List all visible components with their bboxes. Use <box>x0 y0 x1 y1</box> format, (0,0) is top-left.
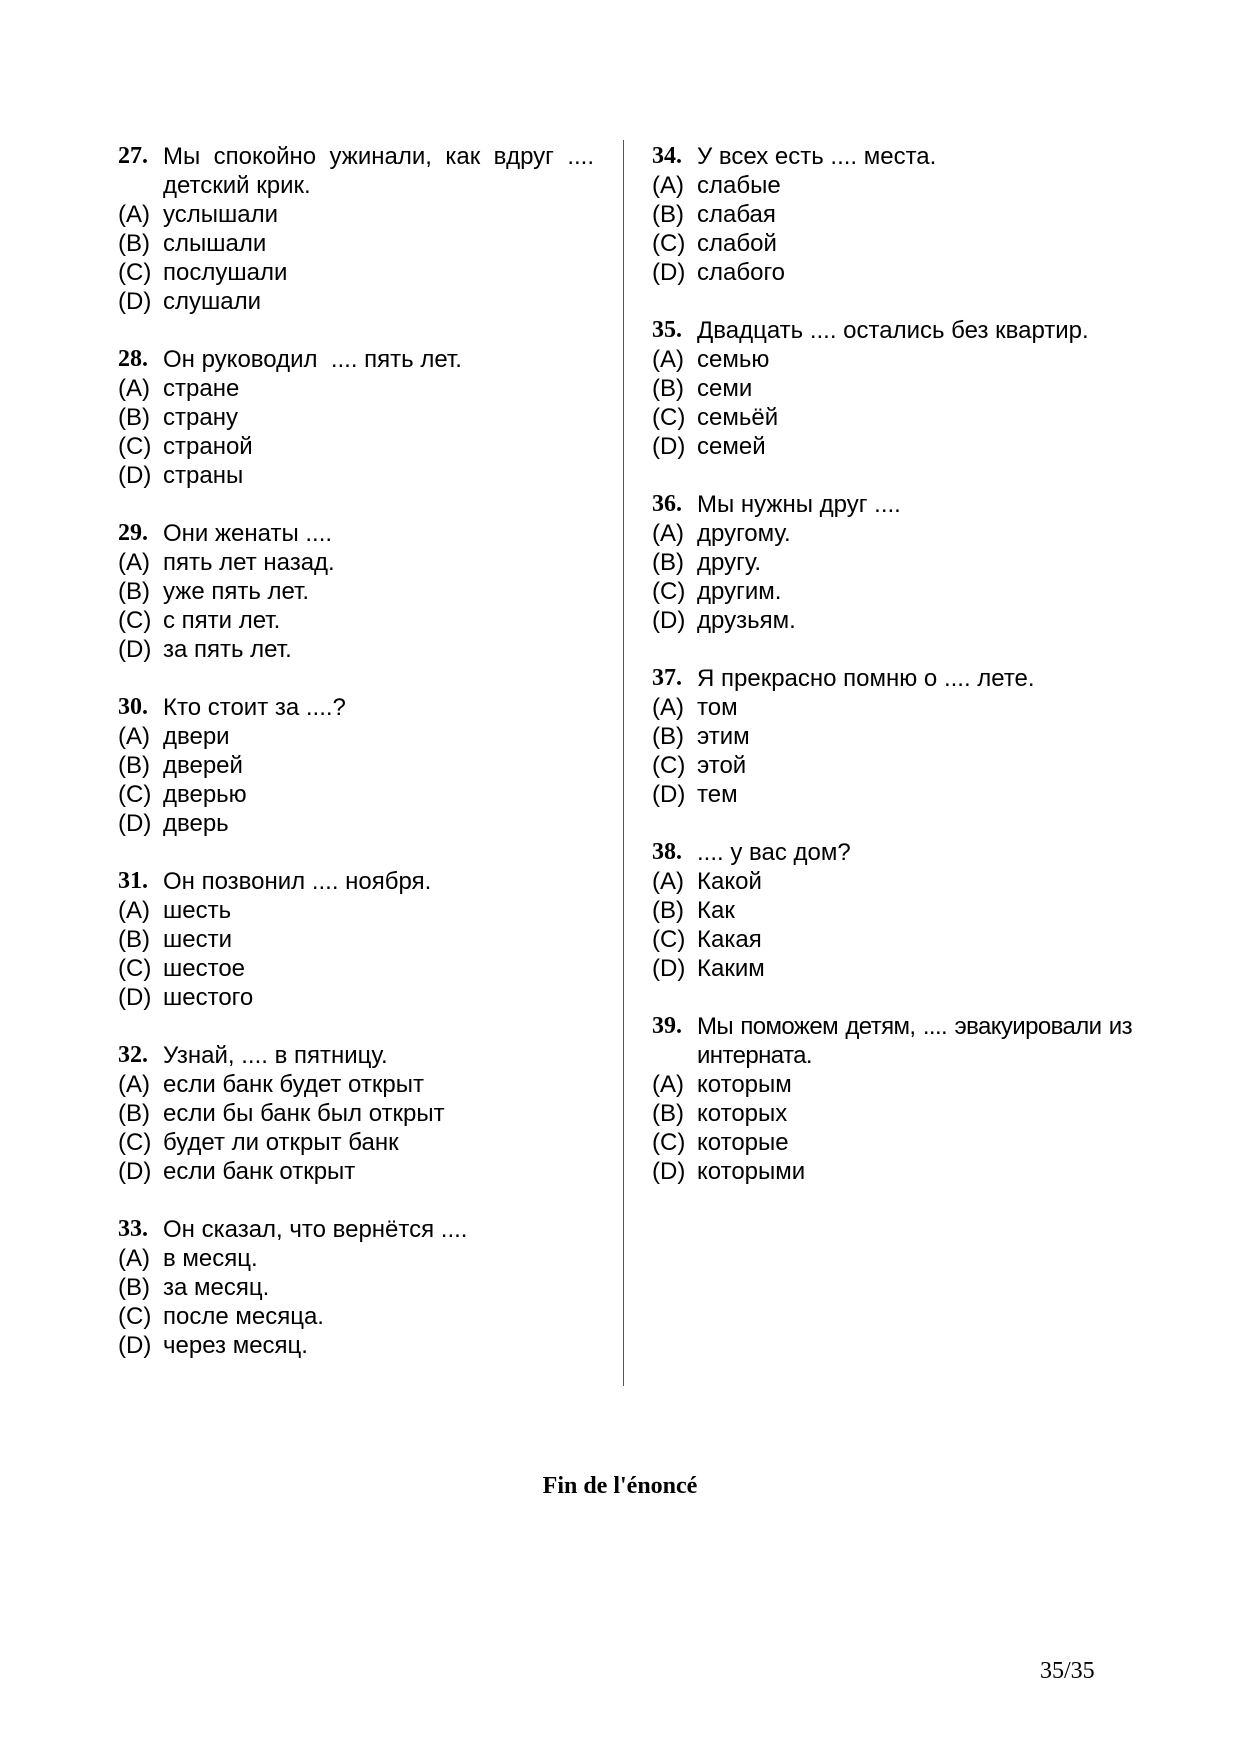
question-number: 33. <box>118 1216 148 1242</box>
option-text: страной <box>163 433 253 460</box>
answer-option <box>652 693 1132 722</box>
answer-option <box>652 374 1132 403</box>
option-text: семью <box>697 346 770 373</box>
option-text: слабой <box>697 230 777 257</box>
answer-option <box>118 374 594 403</box>
answer-option <box>652 896 1132 925</box>
option-letter: (A) <box>118 1071 150 1098</box>
option-letter: (A) <box>652 520 684 547</box>
option-text: в месяц. <box>163 1245 258 1272</box>
answer-option <box>652 432 1132 461</box>
option-letter: (A) <box>118 1245 150 1272</box>
option-letter: (D) <box>652 607 686 634</box>
question-34 <box>652 142 1132 287</box>
option-text: другому. <box>697 520 791 547</box>
question-text: Я прекрасно помню о .... лете. <box>697 665 1035 692</box>
option-text: дверью <box>163 781 247 808</box>
option-letter: (A) <box>652 694 684 721</box>
answer-option <box>652 403 1132 432</box>
end-of-exam-title: Fin de l'énoncé <box>542 1473 698 1499</box>
option-letter: (C) <box>652 230 686 257</box>
answer-option <box>652 1070 1132 1099</box>
answer-option <box>118 1244 594 1273</box>
option-letter: (A) <box>118 201 150 228</box>
answer-option <box>652 1099 1132 1128</box>
question-31 <box>118 867 594 1012</box>
option-letter: (C) <box>652 1129 686 1156</box>
question-text: Узнай, .... в пятницу. <box>163 1042 388 1069</box>
question-text: Они женаты .... <box>163 520 333 547</box>
right-question-column <box>652 142 1132 1215</box>
option-text: за месяц. <box>163 1274 270 1301</box>
question-text: Он позвонил .... ноября. <box>163 868 432 895</box>
option-letter: (C) <box>118 607 152 634</box>
question-number: 34. <box>652 143 682 169</box>
option-letter: (C) <box>118 781 152 808</box>
answer-option <box>118 1128 594 1157</box>
question-text: Мы спокойно ужинали, как вдруг .... детский крик. <box>163 143 594 199</box>
option-letter: (A) <box>118 375 150 402</box>
option-text: двери <box>163 723 230 750</box>
answer-option <box>118 1302 594 1331</box>
option-text: стране <box>163 375 240 402</box>
answer-option <box>652 519 1132 548</box>
option-text: слабые <box>697 172 781 199</box>
option-letter: (D) <box>652 955 686 982</box>
option-letter: (A) <box>652 346 684 373</box>
answer-option <box>652 606 1132 635</box>
option-letter: (B) <box>652 375 684 402</box>
answer-option <box>118 1070 594 1099</box>
question-number: 38. <box>652 839 682 865</box>
option-letter: (D) <box>652 1158 686 1185</box>
question-number: 30. <box>118 694 148 720</box>
question-39 <box>652 1012 1132 1186</box>
option-letter: (A) <box>652 868 684 895</box>
option-letter: (C) <box>652 926 686 953</box>
question-number: 31. <box>118 868 148 894</box>
option-letter: (C) <box>118 955 152 982</box>
option-letter: (A) <box>118 723 150 750</box>
option-text: том <box>697 694 738 721</box>
answer-option <box>118 403 594 432</box>
question-number: 29. <box>118 520 148 546</box>
option-letter: (B) <box>118 578 150 605</box>
option-letter: (B) <box>118 230 150 257</box>
question-29 <box>118 519 594 664</box>
question-text: .... у вас дом? <box>697 839 851 866</box>
answer-option <box>118 809 594 838</box>
question-33 <box>118 1215 594 1360</box>
option-letter: (C) <box>652 578 686 605</box>
answer-option <box>652 722 1132 751</box>
option-text: послушали <box>163 259 288 286</box>
answer-option <box>652 954 1132 983</box>
option-text: Какой <box>697 868 762 895</box>
option-letter: (B) <box>652 723 684 750</box>
option-text: пять лет назад. <box>163 549 335 576</box>
option-letter: (A) <box>118 549 150 576</box>
option-text: страны <box>163 462 244 489</box>
answer-option <box>118 751 594 780</box>
answer-option <box>652 345 1132 374</box>
answer-option <box>118 200 594 229</box>
option-text: этой <box>697 752 747 779</box>
question-38 <box>652 838 1132 983</box>
option-text: семей <box>697 433 766 460</box>
question-number: 35. <box>652 317 682 343</box>
option-letter: (C) <box>118 1303 152 1330</box>
answer-option <box>118 983 594 1012</box>
answer-option <box>652 780 1132 809</box>
option-letter: (B) <box>652 201 684 228</box>
question-text: Он сказал, что вернётся .... <box>163 1216 468 1243</box>
option-text: слабого <box>697 259 786 286</box>
option-text: шесть <box>163 897 232 924</box>
option-text: за пять лет. <box>163 636 292 663</box>
question-28 <box>118 345 594 490</box>
option-letter: (D) <box>118 984 152 1011</box>
option-text: уже пять лет. <box>163 578 310 605</box>
option-text: семи <box>697 375 753 402</box>
option-text: услышали <box>163 201 278 228</box>
answer-option <box>652 258 1132 287</box>
question-number: 32. <box>118 1042 148 1068</box>
option-letter: (A) <box>118 897 150 924</box>
option-text: слышали <box>163 230 267 257</box>
option-text: шести <box>163 926 232 953</box>
option-letter: (D) <box>118 288 152 315</box>
option-text: если банк открыт <box>163 1158 356 1185</box>
answer-option <box>118 1331 594 1360</box>
answer-option <box>652 1157 1132 1186</box>
question-30 <box>118 693 594 838</box>
answer-option <box>118 1099 594 1128</box>
option-text: страну <box>163 404 238 431</box>
answer-option <box>118 896 594 925</box>
option-letter: (C) <box>118 433 152 460</box>
answer-option <box>118 548 594 577</box>
option-letter: (B) <box>652 1100 684 1127</box>
option-letter: (B) <box>652 549 684 576</box>
option-text: через месяц. <box>163 1332 308 1359</box>
option-letter: (D) <box>652 259 686 286</box>
answer-option <box>652 751 1132 780</box>
answer-option <box>118 461 594 490</box>
option-letter: (C) <box>118 259 152 286</box>
column-divider <box>623 140 624 1386</box>
answer-option <box>652 548 1132 577</box>
option-text: друзьям. <box>697 607 796 634</box>
question-27 <box>118 142 594 316</box>
option-text: если банк будет открыт <box>163 1071 424 1098</box>
answer-option <box>652 577 1132 606</box>
question-number: 27. <box>118 143 148 169</box>
option-letter: (B) <box>118 1274 150 1301</box>
option-letter: (D) <box>118 636 152 663</box>
question-number: 36. <box>652 491 682 517</box>
option-letter: (D) <box>118 810 152 837</box>
option-letter: (D) <box>652 433 686 460</box>
answer-option <box>118 1273 594 1302</box>
answer-option <box>118 258 594 287</box>
option-text: Каким <box>697 955 765 982</box>
option-text: будет ли открыт банк <box>163 1129 399 1156</box>
option-letter: (D) <box>652 781 686 808</box>
answer-option <box>652 925 1132 954</box>
option-text: которым <box>697 1071 792 1098</box>
page-number: 35/35 <box>1040 1658 1095 1684</box>
question-text: Он руководил .... пять лет. <box>163 346 462 373</box>
answer-option <box>652 171 1132 200</box>
option-text: слушали <box>163 288 262 315</box>
option-text: тем <box>697 781 738 808</box>
question-number: 28. <box>118 346 148 372</box>
question-text: У всех есть .... места. <box>697 143 937 170</box>
answer-option <box>118 1157 594 1186</box>
question-37 <box>652 664 1132 809</box>
option-letter: (B) <box>118 1100 150 1127</box>
option-text: этим <box>697 723 750 750</box>
answer-option <box>652 1128 1132 1157</box>
answer-option <box>652 867 1132 896</box>
option-text: если бы банк был открыт <box>163 1100 445 1127</box>
question-35 <box>652 316 1132 461</box>
answer-option <box>118 606 594 635</box>
question-text: Двадцать .... остались без квартир. <box>697 317 1089 344</box>
question-number: 39. <box>652 1013 682 1039</box>
option-text: семьёй <box>697 404 779 431</box>
option-text: дверей <box>163 752 243 779</box>
answer-option <box>118 577 594 606</box>
question-36 <box>652 490 1132 635</box>
option-letter: (B) <box>652 897 684 924</box>
option-letter: (B) <box>118 752 150 779</box>
option-text: с пяти лет. <box>163 607 281 634</box>
question-text: Мы нужны друг .... <box>697 491 901 518</box>
option-letter: (A) <box>652 172 684 199</box>
answer-option <box>118 635 594 664</box>
answer-option <box>652 229 1132 258</box>
answer-option <box>118 925 594 954</box>
option-text: слабая <box>697 201 776 228</box>
option-text: другим. <box>697 578 782 605</box>
option-letter: (D) <box>118 462 152 489</box>
question-32 <box>118 1041 594 1186</box>
option-text: другу. <box>697 549 762 576</box>
left-question-column <box>118 142 594 1389</box>
answer-option <box>118 287 594 316</box>
option-letter: (A) <box>652 1071 684 1098</box>
answer-option <box>652 200 1132 229</box>
option-letter: (D) <box>118 1332 152 1359</box>
option-text: шестого <box>163 984 254 1011</box>
option-text: дверь <box>163 810 229 837</box>
option-letter: (B) <box>118 404 150 431</box>
answer-option <box>118 954 594 983</box>
option-letter: (B) <box>118 926 150 953</box>
option-text: которых <box>697 1100 788 1127</box>
option-text: Как <box>697 897 735 924</box>
option-text: шестое <box>163 955 246 982</box>
option-letter: (C) <box>652 404 686 431</box>
option-text: Какая <box>697 926 762 953</box>
answer-option <box>118 229 594 258</box>
option-letter: (C) <box>118 1129 152 1156</box>
option-letter: (C) <box>652 752 686 779</box>
question-text: Мы поможем детям, .... эвакуировали из интерната. <box>697 1013 1132 1069</box>
question-text: Кто стоит за ....? <box>163 694 346 721</box>
option-text: которыми <box>697 1158 806 1185</box>
question-number: 37. <box>652 665 682 691</box>
option-text: которые <box>697 1129 789 1156</box>
answer-option <box>118 722 594 751</box>
option-letter: (D) <box>118 1158 152 1185</box>
answer-option <box>118 432 594 461</box>
answer-option <box>118 780 594 809</box>
option-text: после месяца. <box>163 1303 324 1330</box>
